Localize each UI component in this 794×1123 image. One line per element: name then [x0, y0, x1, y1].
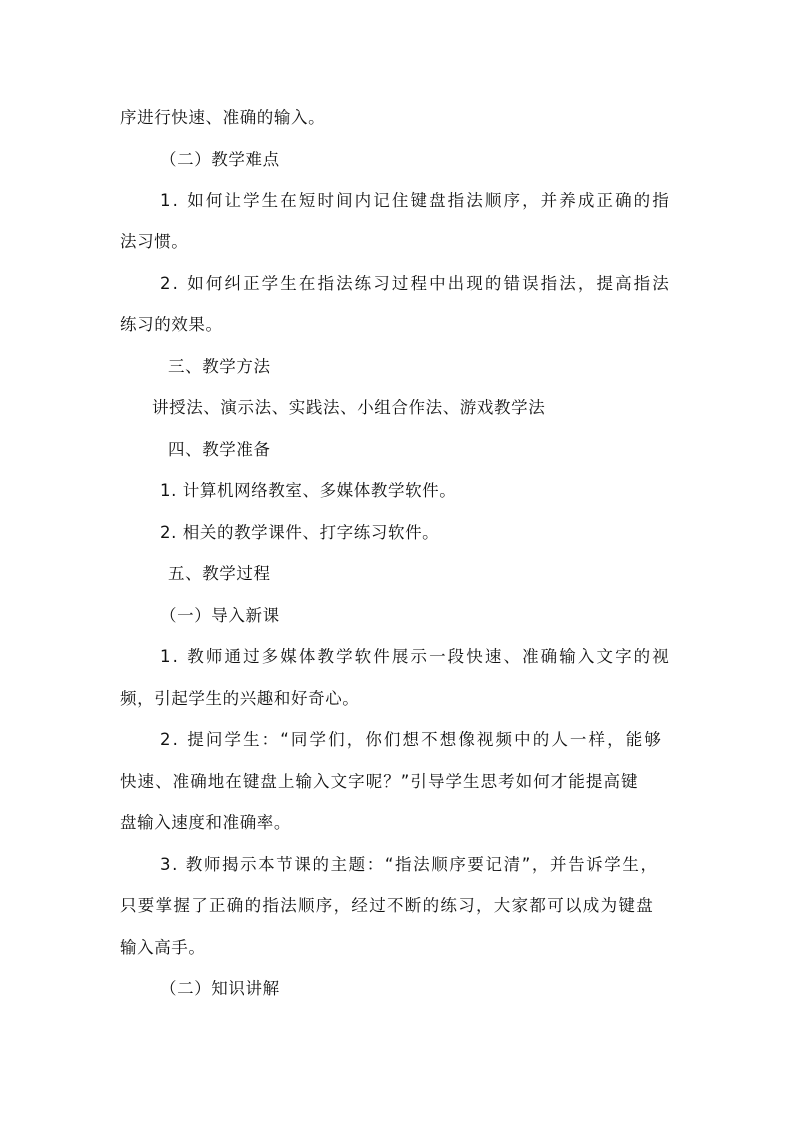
text-line: 1. 计算机网络教室、多媒体教学软件。	[160, 481, 457, 500]
text-line: 只要掌握了正确的指法顺序，经过不断的练习，大家都可以成为键盘	[120, 896, 654, 915]
section-heading-introduction: （一）导入新课	[160, 606, 280, 625]
text-line: 1. 如何让学生在短时间内记住键盘指法顺序，并养成正确的指	[160, 191, 671, 210]
section-heading-teaching-methods: 三、教学方法	[168, 357, 271, 376]
text-line: 快速、准确地在键盘上输入文字呢？”引导学生思考如何才能提高键	[120, 772, 639, 791]
text-line: 2. 相关的教学课件、打字练习软件。	[160, 523, 440, 542]
text-line: 练习的效果。	[120, 315, 223, 334]
section-heading-teaching-preparation: 四、教学准备	[168, 440, 271, 459]
text-line: 3. 教师揭示本节课的主题：“指法顺序要记清”，并告诉学生，	[160, 855, 659, 874]
text-line: 1. 教师通过多媒体教学软件展示一段快速、准确输入文字的视	[160, 647, 671, 666]
section-heading-knowledge-explanation: （二）知识讲解	[160, 979, 280, 998]
text-line: 频，引起学生的兴趣和好奇心。	[120, 689, 360, 708]
text-line: 序进行快速、准确的输入。	[120, 108, 326, 127]
text-line: 讲授法、演示法、实践法、小组合作法、游戏教学法	[152, 398, 546, 417]
text-line: 2. 如何纠正学生在指法练习过程中出现的错误指法，提高指法	[160, 274, 671, 293]
section-heading-teaching-process: 五、教学过程	[168, 564, 271, 583]
text-line: 法习惯。	[120, 232, 189, 251]
text-line: 输入高手。	[120, 938, 206, 957]
section-heading-teaching-difficulties: （二）教学难点	[160, 150, 280, 169]
text-line: 盘输入速度和准确率。	[120, 813, 291, 832]
text-line: 2. 提问学生：“同学们，你们想不想像视频中的人一样，能够	[160, 730, 663, 749]
